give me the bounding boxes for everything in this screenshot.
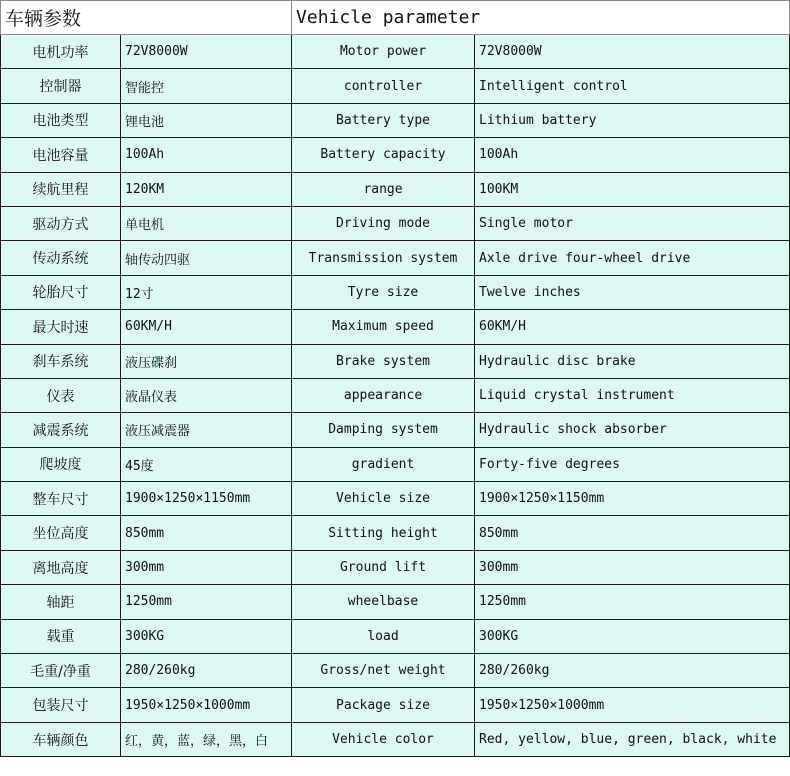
param-value-en: Lithium battery (475, 103, 790, 137)
table-header-row (1, 1, 790, 35)
param-name-en: Transmission system (292, 241, 475, 275)
param-value-cn: 72V8000W (121, 35, 292, 69)
table-row (1, 585, 790, 619)
param-name-cn: 电池类型 (1, 103, 121, 137)
param-value-en: Intelligent control (475, 69, 790, 103)
param-value-cn: 12寸 (121, 275, 292, 309)
param-name-en: Battery type (292, 103, 475, 137)
table-row (1, 482, 790, 516)
table-row (1, 413, 790, 447)
param-name-cn: 电机功率 (1, 35, 121, 69)
param-name-cn: 刹车系统 (1, 344, 121, 378)
param-value-en: Axle drive four-wheel drive (475, 241, 790, 275)
table-row (1, 447, 790, 481)
param-value-cn: 850mm (121, 516, 292, 550)
table-row (1, 619, 790, 653)
param-value-en: 100KM (475, 172, 790, 206)
table-row (1, 172, 790, 206)
param-name-en: Damping system (292, 413, 475, 447)
cn-header-title: 车辆参数 (1, 1, 292, 35)
table-row (1, 688, 790, 722)
param-value-en: Single motor (475, 206, 790, 240)
param-name-en: gradient (292, 447, 475, 481)
param-name-en: Ground lift (292, 550, 475, 584)
param-name-cn: 续航里程 (1, 172, 121, 206)
param-value-cn: 锂电池 (121, 103, 292, 137)
param-value-en: 300mm (475, 550, 790, 584)
param-value-cn: 100Ah (121, 138, 292, 172)
param-name-cn: 整车尺寸 (1, 482, 121, 516)
param-value-cn: 液压减震器 (121, 413, 292, 447)
param-name-cn: 轮胎尺寸 (1, 275, 121, 309)
param-value-en: Twelve inches (475, 275, 790, 309)
param-name-cn: 电池容量 (1, 138, 121, 172)
param-name-en: appearance (292, 378, 475, 412)
param-name-cn: 仪表 (1, 378, 121, 412)
param-value-cn: 单电机 (121, 206, 292, 240)
param-value-en: Forty-five degrees (475, 447, 790, 481)
param-value-en: 1950×1250×1000mm (475, 688, 790, 722)
param-name-en: Motor power (292, 35, 475, 69)
param-value-en: 60KM/H (475, 310, 790, 344)
param-value-cn: 液压碟刹 (121, 344, 292, 378)
table-row (1, 550, 790, 584)
param-name-en: controller (292, 69, 475, 103)
param-value-en: 72V8000W (475, 35, 790, 69)
param-value-en: Liquid crystal instrument (475, 378, 790, 412)
param-name-en: load (292, 619, 475, 653)
param-value-cn: 液晶仪表 (121, 378, 292, 412)
param-name-en: Driving mode (292, 206, 475, 240)
param-name-cn: 载重 (1, 619, 121, 653)
param-name-cn: 传动系统 (1, 241, 121, 275)
table-row (1, 35, 790, 69)
table-row (1, 344, 790, 378)
param-name-en: Maximum speed (292, 310, 475, 344)
param-value-cn: 120KM (121, 172, 292, 206)
param-name-cn: 车辆颜色 (1, 722, 121, 756)
param-name-en: Gross/net weight (292, 654, 475, 688)
table-row (1, 275, 790, 309)
param-name-cn: 控制器 (1, 69, 121, 103)
table-row (1, 69, 790, 103)
param-name-en: Tyre size (292, 275, 475, 309)
param-name-cn: 毛重/净重 (1, 654, 121, 688)
param-name-cn: 坐位高度 (1, 516, 121, 550)
param-value-cn: 300KG (121, 619, 292, 653)
table-row (1, 516, 790, 550)
param-name-en: Vehicle color (292, 722, 475, 756)
param-value-cn: 60KM/H (121, 310, 292, 344)
param-name-en: Package size (292, 688, 475, 722)
table-row (1, 138, 790, 172)
param-value-cn: 1900×1250×1150mm (121, 482, 292, 516)
param-name-en: wheelbase (292, 585, 475, 619)
param-value-cn: 智能控 (121, 69, 292, 103)
param-name-en: Sitting height (292, 516, 475, 550)
param-value-en: 1250mm (475, 585, 790, 619)
param-value-en: 1900×1250×1150mm (475, 482, 790, 516)
param-name-cn: 轴距 (1, 585, 121, 619)
table-row (1, 206, 790, 240)
param-name-cn: 最大时速 (1, 310, 121, 344)
param-name-cn: 减震系统 (1, 413, 121, 447)
param-value-cn: 轴传动四驱 (121, 241, 292, 275)
param-value-cn: 45度 (121, 447, 292, 481)
param-value-cn: 红，黄，蓝，绿，黑，白 (121, 722, 292, 756)
param-value-en: 300KG (475, 619, 790, 653)
param-value-en: 280/260kg (475, 654, 790, 688)
param-value-en: Red, yellow, blue, green, black, white (475, 722, 790, 756)
param-value-cn: 1950×1250×1000mm (121, 688, 292, 722)
param-value-en: Hydraulic disc brake (475, 344, 790, 378)
param-name-cn: 爬坡度 (1, 447, 121, 481)
param-name-en: Brake system (292, 344, 475, 378)
param-value-en: Hydraulic shock absorber (475, 413, 790, 447)
en-header-title: Vehicle parameter (292, 1, 790, 35)
table-row (1, 103, 790, 137)
table-row (1, 654, 790, 688)
param-value-cn: 280/260kg (121, 654, 292, 688)
param-name-cn: 驱动方式 (1, 206, 121, 240)
param-value-cn: 1250mm (121, 585, 292, 619)
table-row (1, 378, 790, 412)
param-name-en: range (292, 172, 475, 206)
param-value-cn: 300mm (121, 550, 292, 584)
param-name-cn: 离地高度 (1, 550, 121, 584)
param-value-en: 850mm (475, 516, 790, 550)
param-value-en: 100Ah (475, 138, 790, 172)
param-name-cn: 包装尺寸 (1, 688, 121, 722)
table-row (1, 722, 790, 756)
param-name-en: Vehicle size (292, 482, 475, 516)
table-row (1, 310, 790, 344)
param-name-en: Battery capacity (292, 138, 475, 172)
table-row (1, 241, 790, 275)
